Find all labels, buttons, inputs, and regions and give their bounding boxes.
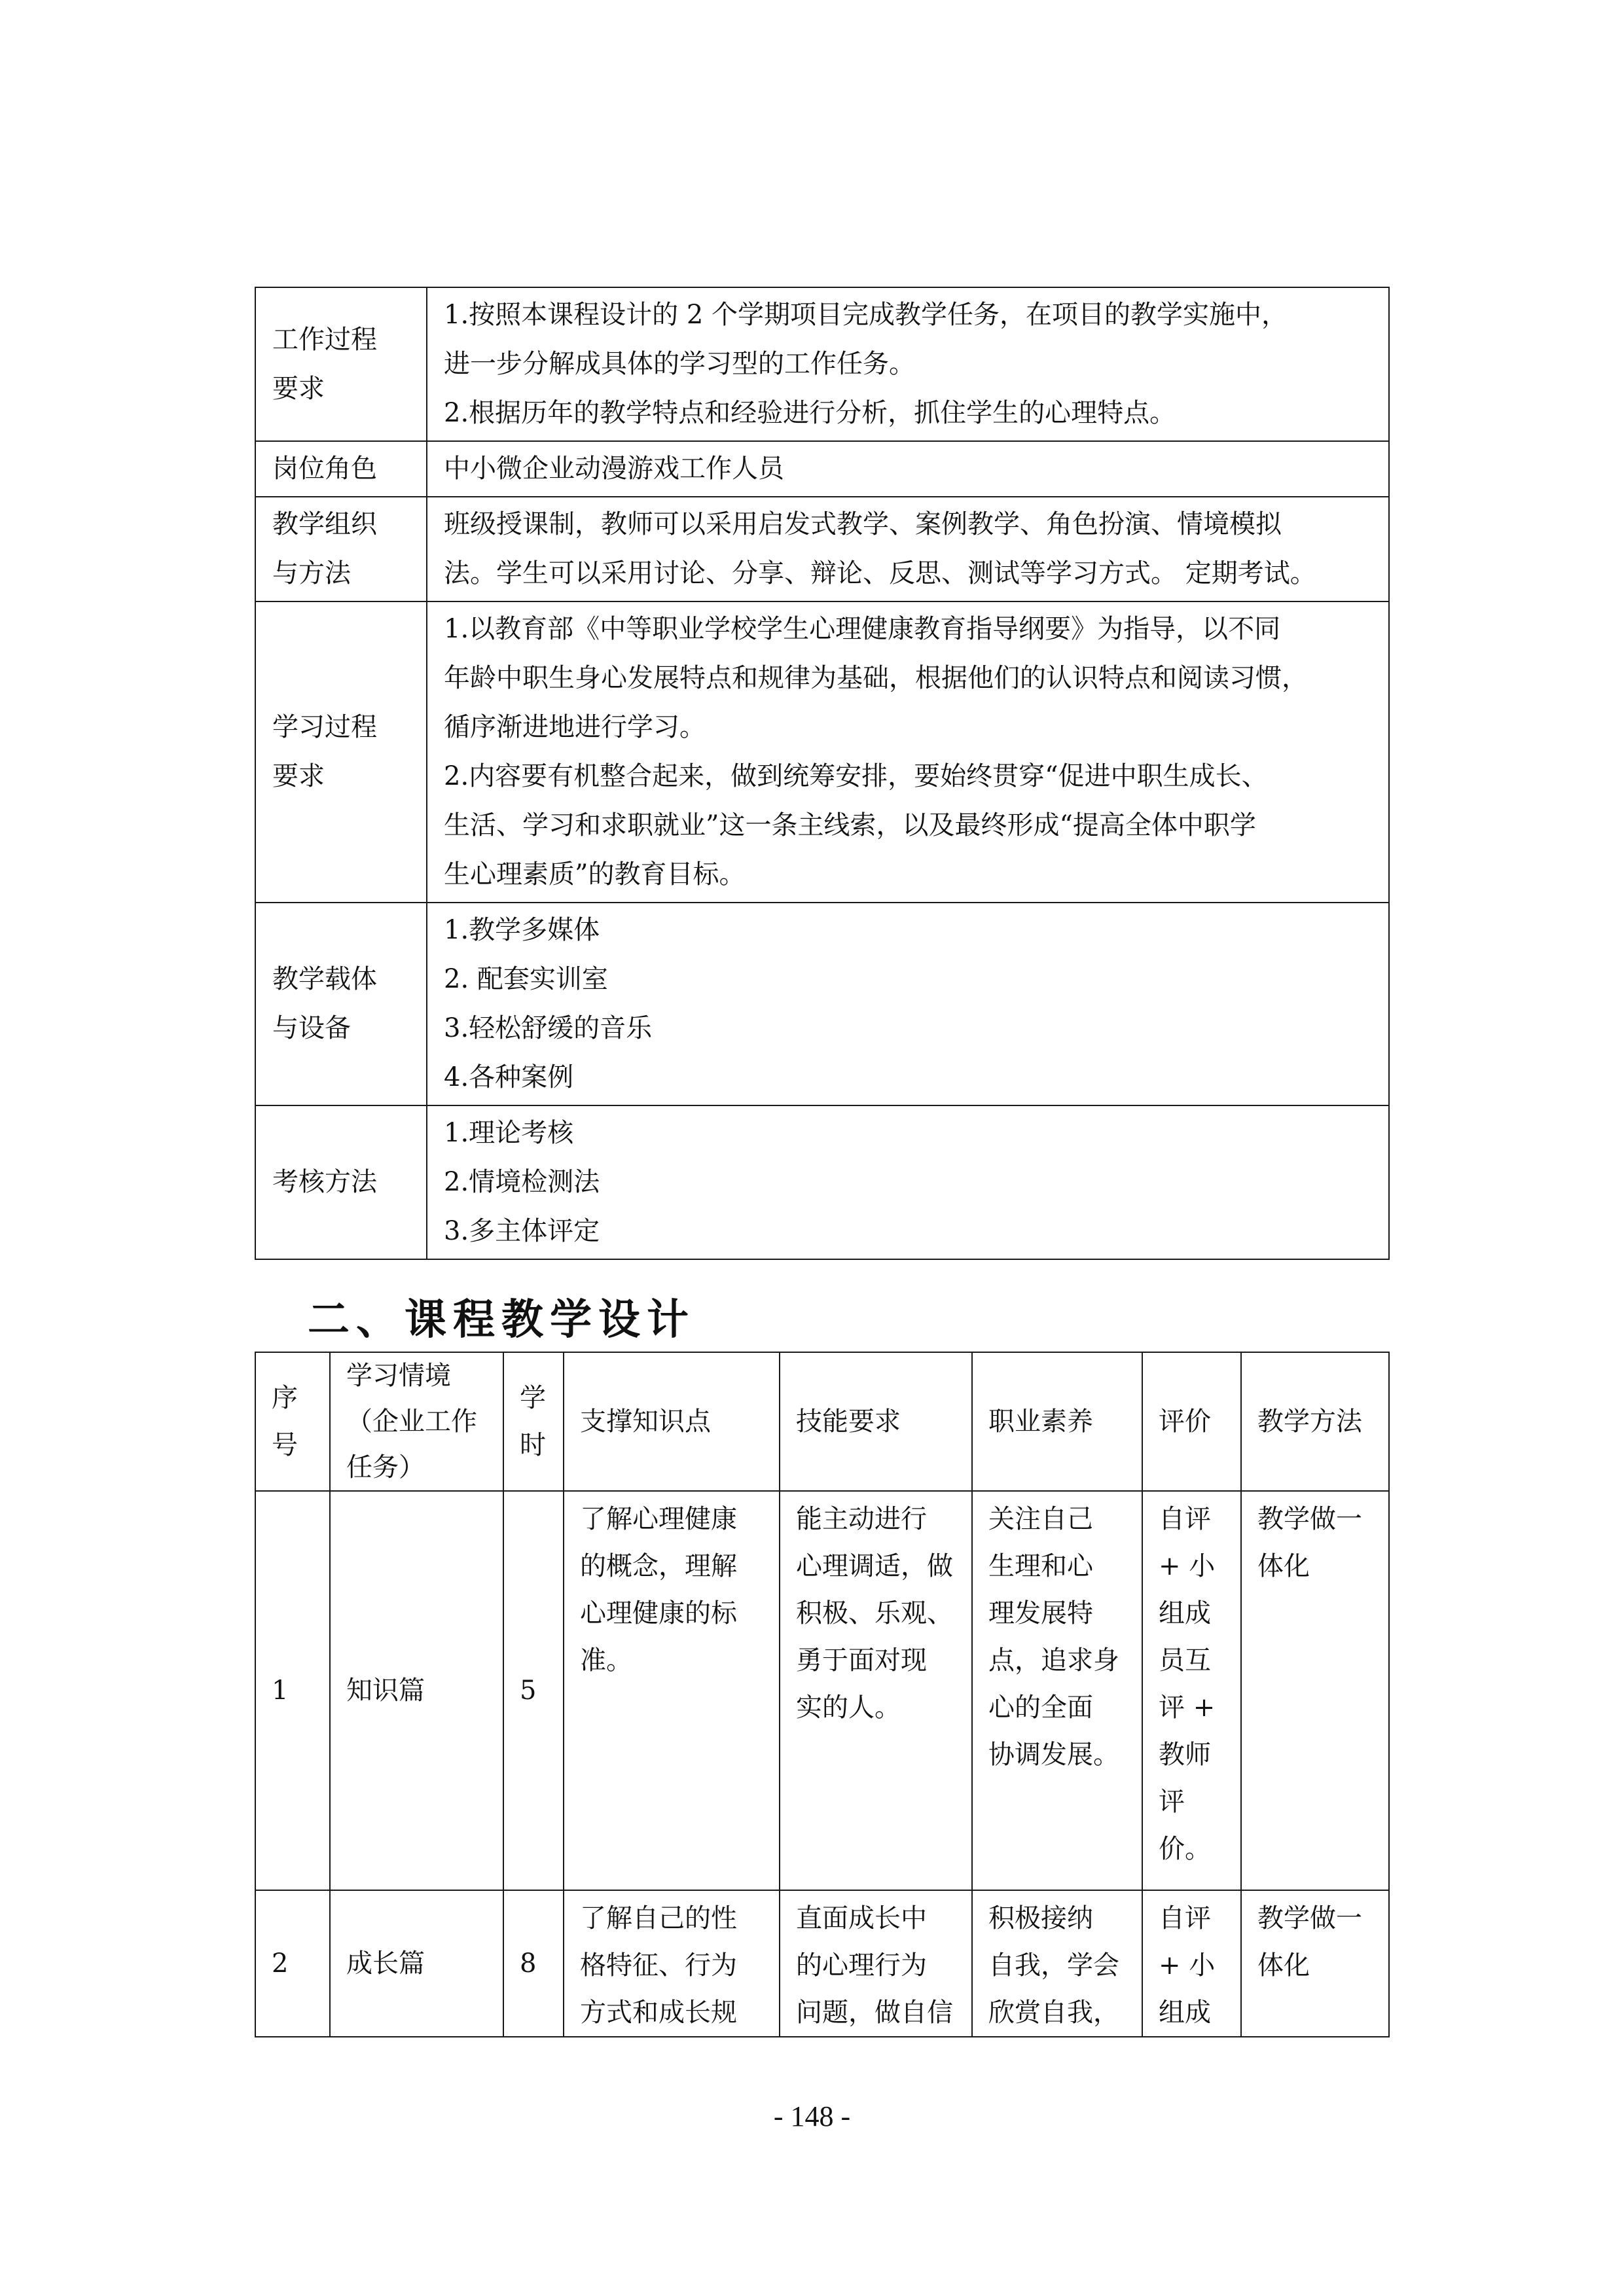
quality-line: 关注自己 — [988, 1504, 1093, 1534]
label-line: 工作过程 — [272, 324, 377, 355]
table-row — [255, 903, 1389, 1105]
header-evaluation: 评价 — [1142, 1352, 1241, 1491]
quality-line: 理发展特 — [988, 1598, 1093, 1628]
cell-method — [1241, 1491, 1389, 1890]
quality-line: 点，追求身 — [988, 1645, 1119, 1676]
header-row — [255, 1352, 1389, 1491]
skill-line: 积极、乐观、 — [796, 1598, 953, 1628]
content-line: 生心理素质”的教育目标。 — [444, 859, 746, 889]
content-line: 1.按照本课程设计的 2 个学期项目完成教学任务，在项目的教学实施中， — [444, 300, 1288, 330]
skill-line: 实的人。 — [796, 1693, 901, 1723]
content-line: 进一步分解成具体的学习型的工作任务。 — [444, 349, 915, 379]
row-content — [427, 497, 1389, 601]
cell-method — [1241, 1890, 1389, 2037]
cell-situation: 成长篇 — [330, 1890, 503, 2037]
header-no: 序 号 — [255, 1352, 330, 1491]
row-label — [255, 903, 427, 1105]
skill-line: 能主动进行 — [796, 1504, 927, 1534]
header-quality: 职业素养 — [972, 1352, 1142, 1491]
content-line: 2. 配套实训室 — [444, 964, 608, 994]
content-line: 1.理论考核 — [444, 1118, 574, 1148]
header-hours: 学 时 — [503, 1352, 564, 1491]
table-row — [255, 1105, 1389, 1259]
row-content — [427, 601, 1389, 903]
skill-line: 直面成长中 — [796, 1903, 927, 1933]
course-requirements-table — [255, 287, 1390, 1260]
evaluation-line: 自评 — [1159, 1504, 1211, 1534]
label-line: 要求 — [272, 373, 325, 404]
row-content — [427, 903, 1389, 1105]
knowledge-line: 了解自己的性 — [580, 1903, 737, 1933]
content-line: 循序渐进地进行学习。 — [444, 712, 706, 742]
content-line: 法。学生可以采用讨论、分享、辩论、反思、测试等学习方式。 定期考试。 — [444, 558, 1316, 588]
evaluation-line: 自评 — [1159, 1903, 1211, 1933]
label-line: 与设备 — [272, 1013, 351, 1043]
content-line: 年龄中职生身心发展特点和规律为基础，根据他们的认识特点和阅读习惯， — [444, 663, 1308, 693]
table-row — [255, 1890, 1389, 2037]
row-content — [427, 1105, 1389, 1259]
row-label — [255, 601, 427, 903]
table-row — [255, 497, 1389, 601]
header-knowledge: 支撑知识点 — [564, 1352, 780, 1491]
method-line: 教学做一 — [1257, 1504, 1362, 1534]
evaluation-line: 价。 — [1159, 1834, 1211, 1864]
row-label — [255, 497, 427, 601]
skill-line: 心理调适，做 — [796, 1551, 953, 1581]
evaluation-line: 员互 — [1159, 1645, 1211, 1676]
knowledge-line: 格特征、行为 — [580, 1950, 737, 1981]
cell-skill — [780, 1890, 972, 2037]
evaluation-line: 评 — [1159, 1787, 1185, 1817]
content-line: 3.多主体评定 — [444, 1216, 600, 1246]
label-line: 与方法 — [272, 558, 351, 588]
table-row — [255, 601, 1389, 903]
row-label — [255, 287, 427, 441]
row-content — [427, 287, 1389, 441]
cell-knowledge — [564, 1491, 780, 1890]
cell-no: 1 — [255, 1491, 330, 1890]
content-line: 3.轻松舒缓的音乐 — [444, 1013, 653, 1043]
cell-evaluation — [1142, 1491, 1241, 1890]
row-content — [427, 441, 1389, 497]
cell-skill — [780, 1491, 972, 1890]
quality-line: 心的全面 — [988, 1693, 1093, 1723]
knowledge-line: 的概念，理解 — [580, 1551, 737, 1581]
table-row — [255, 287, 1389, 441]
content-line: 2.内容要有机整合起来，做到统筹安排，要始终贯穿“促进中职生成长、 — [444, 761, 1268, 791]
quality-line: 自我，学会 — [988, 1950, 1119, 1981]
course-design-table — [255, 1352, 1390, 2037]
method-line: 体化 — [1257, 1551, 1310, 1581]
skill-line: 的心理行为 — [796, 1950, 927, 1981]
content-line: 2.根据历年的教学特点和经验进行分析，抓住学生的心理特点。 — [444, 398, 1176, 428]
content-line: 生活、学习和求职就业”这一条主线索，以及最终形成“提高全体中职学 — [444, 810, 1256, 840]
skill-line: 勇于面对现 — [796, 1645, 927, 1676]
content-line: 班级授课制，教师可以采用启发式教学、案例教学、角色扮演、情境模拟 — [444, 509, 1282, 539]
header-method: 教学方法 — [1241, 1352, 1389, 1491]
label-line: 岗位角色 — [272, 454, 377, 484]
evaluation-line: + 小 — [1159, 1551, 1216, 1581]
table-row — [255, 1491, 1389, 1890]
header-situation: 学习情境 （企业工作 任务） — [330, 1352, 503, 1491]
method-line: 体化 — [1257, 1950, 1310, 1981]
method-line: 教学做一 — [1257, 1903, 1362, 1933]
content-line: 4.各种案例 — [444, 1062, 574, 1092]
cell-quality — [972, 1890, 1142, 2037]
evaluation-line: 组成 — [1159, 1998, 1211, 2028]
label-line: 教学载体 — [272, 964, 377, 994]
page-number: - 148 - — [773, 2100, 851, 2132]
content-line: 中小微企业动漫游戏工作人员 — [444, 454, 784, 484]
knowledge-line: 方式和成长规 — [580, 1998, 737, 2028]
row-label — [255, 1105, 427, 1259]
row-label — [255, 441, 427, 497]
knowledge-line: 准。 — [580, 1645, 632, 1676]
cell-situation: 知识篇 — [330, 1491, 503, 1890]
cell-hours: 5 — [503, 1491, 564, 1890]
section-title: 二、课程教学设计 — [308, 1296, 695, 1344]
quality-line: 生理和心 — [988, 1551, 1093, 1581]
cell-hours: 8 — [503, 1890, 564, 2037]
cell-knowledge — [564, 1890, 780, 2037]
cell-evaluation — [1142, 1890, 1241, 2037]
evaluation-line: 教师 — [1159, 1740, 1211, 1770]
content-line: 2.情境检测法 — [444, 1167, 600, 1197]
label-line: 考核方法 — [272, 1167, 377, 1197]
evaluation-line: 评 + — [1159, 1693, 1216, 1723]
skill-line: 问题，做自信 — [796, 1998, 953, 2028]
quality-line: 积极接纳 — [988, 1903, 1093, 1933]
content-line: 1.教学多媒体 — [444, 915, 600, 945]
header-skill: 技能要求 — [780, 1352, 972, 1491]
content-line: 1.以教育部《中等职业学校学生心理健康教育指导纲要》为指导，以不同 — [444, 614, 1281, 644]
table-row — [255, 441, 1389, 497]
evaluation-line: + 小 — [1159, 1950, 1216, 1981]
quality-line: 协调发展。 — [988, 1740, 1119, 1770]
cell-no: 2 — [255, 1890, 330, 2037]
label-line: 学习过程 — [272, 712, 377, 742]
knowledge-line: 心理健康的标 — [580, 1598, 737, 1628]
cell-quality — [972, 1491, 1142, 1890]
label-line: 要求 — [272, 761, 325, 791]
knowledge-line: 了解心理健康 — [580, 1504, 737, 1534]
label-line: 教学组织 — [272, 509, 377, 539]
evaluation-line: 组成 — [1159, 1598, 1211, 1628]
quality-line: 欣赏自我， — [988, 1998, 1119, 2028]
